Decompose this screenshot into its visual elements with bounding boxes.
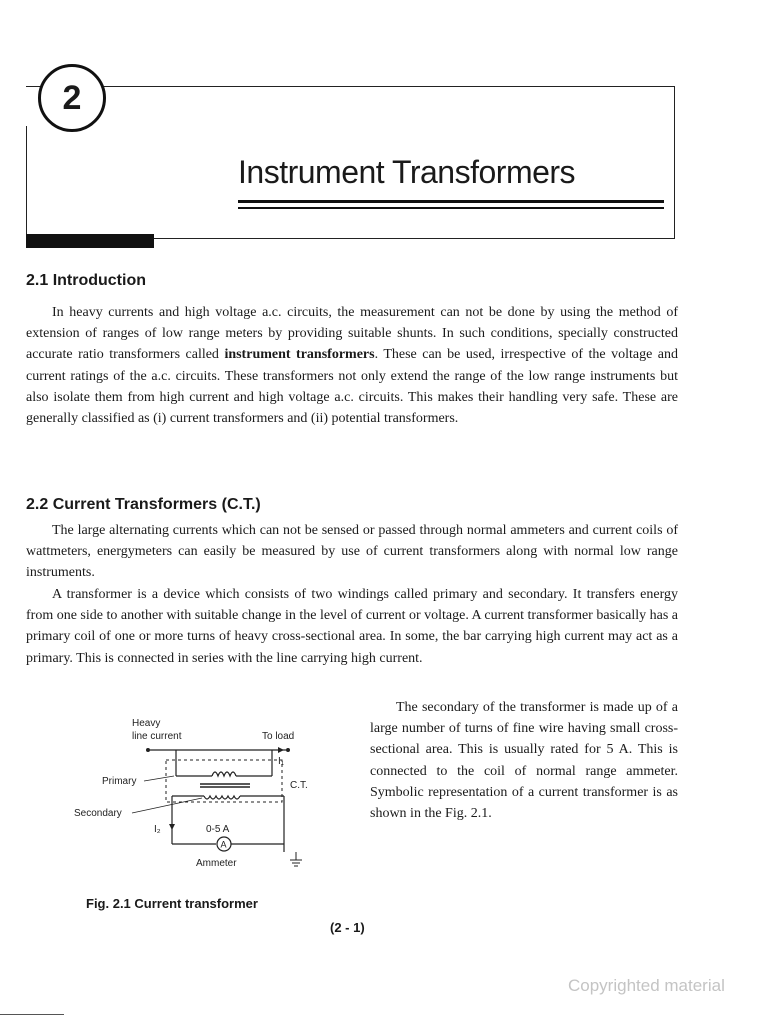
current-transformer-figure bbox=[70, 712, 330, 874]
title-rule bbox=[238, 207, 664, 209]
paragraph-text: . These can be used, irrespective of the voltage and current ratings of the a.c. circuits. These transformers not only extend the range of the low range instruments but also isolate them from high current and high voltage a.c. circuits. This makes their handling very safe. These are generally classified as (i) current transformers and (ii) potential transformers. bbox=[26, 347, 678, 427]
figure-caption: Fig. 2.1 Current transformer bbox=[86, 896, 258, 911]
secondary-coil bbox=[204, 796, 240, 799]
chapter-number-badge bbox=[38, 64, 106, 132]
paragraph: The secondary of the transformer is made up of a large number of turns of fine wire having small cross-sectional area. This is usually rated for 5 A. This is connected to the coil of normal range ammeter. Symbolic representation of a current transformer is as shown in the Fig. 2.1. bbox=[370, 700, 678, 822]
label-rating: 0-5 A bbox=[206, 824, 230, 835]
label-heavy: Heavy bbox=[132, 718, 161, 729]
terminal-dot bbox=[146, 748, 150, 752]
paragraph: A transformer is a device which consists of two windings called primary and secondary. It transfers energy from one side to another with suitable change in the level of current or voltage. A current transformer basically has a primary coil of one or more turns of heavy cross-sectional area. In some, the bar carrying high current may act as a primary. This is connected in series with the line carrying high current. bbox=[26, 587, 678, 666]
label-to-load: To load bbox=[262, 731, 295, 742]
arrow-icon bbox=[169, 824, 175, 830]
section-heading: 2.2 Current Transformers (C.T.) bbox=[26, 496, 261, 513]
label-primary: Primary bbox=[102, 776, 137, 787]
page-edge-rule bbox=[0, 1014, 64, 1015]
copyright-watermark: Copyrighted material bbox=[568, 976, 725, 995]
bold-term: instrument transformers bbox=[224, 347, 375, 363]
ammeter-symbol-letter: A bbox=[220, 839, 227, 850]
arrow-icon bbox=[278, 747, 284, 753]
paragraph bbox=[26, 302, 678, 429]
section-heading: 2.1 Introduction bbox=[26, 272, 146, 289]
current-transformer-diagram bbox=[70, 712, 330, 874]
header-accent-bar bbox=[26, 234, 154, 248]
label-secondary: Secondary bbox=[74, 808, 122, 819]
label-ct: C.T. bbox=[290, 780, 308, 791]
leader-line bbox=[144, 776, 174, 781]
label-i2: I₂ bbox=[154, 824, 161, 835]
primary-coil bbox=[212, 772, 236, 776]
chapter-header-frame-left bbox=[26, 126, 27, 238]
chapter-title: Instrument Transformers bbox=[238, 154, 576, 190]
chapter-number: 2 bbox=[62, 78, 82, 117]
label-i1: I₁ bbox=[278, 756, 285, 767]
title-rule bbox=[238, 200, 664, 203]
page-number: (2 - 1) bbox=[330, 920, 365, 935]
terminal-dot bbox=[286, 748, 290, 752]
paragraph-text: In heavy currents and high voltage a.c. circuits, the measurement can not be done by using the method of extension of ranges of low range meters by providing suitable shunts. In such conditions, specially constructed accurate ratio transformers called bbox=[26, 305, 678, 363]
label-line-current: line current bbox=[132, 731, 182, 742]
paragraph: The large alternating currents which can not be sensed or passed through normal ammeters and current coils of wattmeters, energymeters can easily be measured by use of current transformers along with normal low range instruments. bbox=[26, 523, 678, 581]
label-ammeter: Ammeter bbox=[196, 858, 237, 869]
leader-line bbox=[132, 798, 202, 813]
